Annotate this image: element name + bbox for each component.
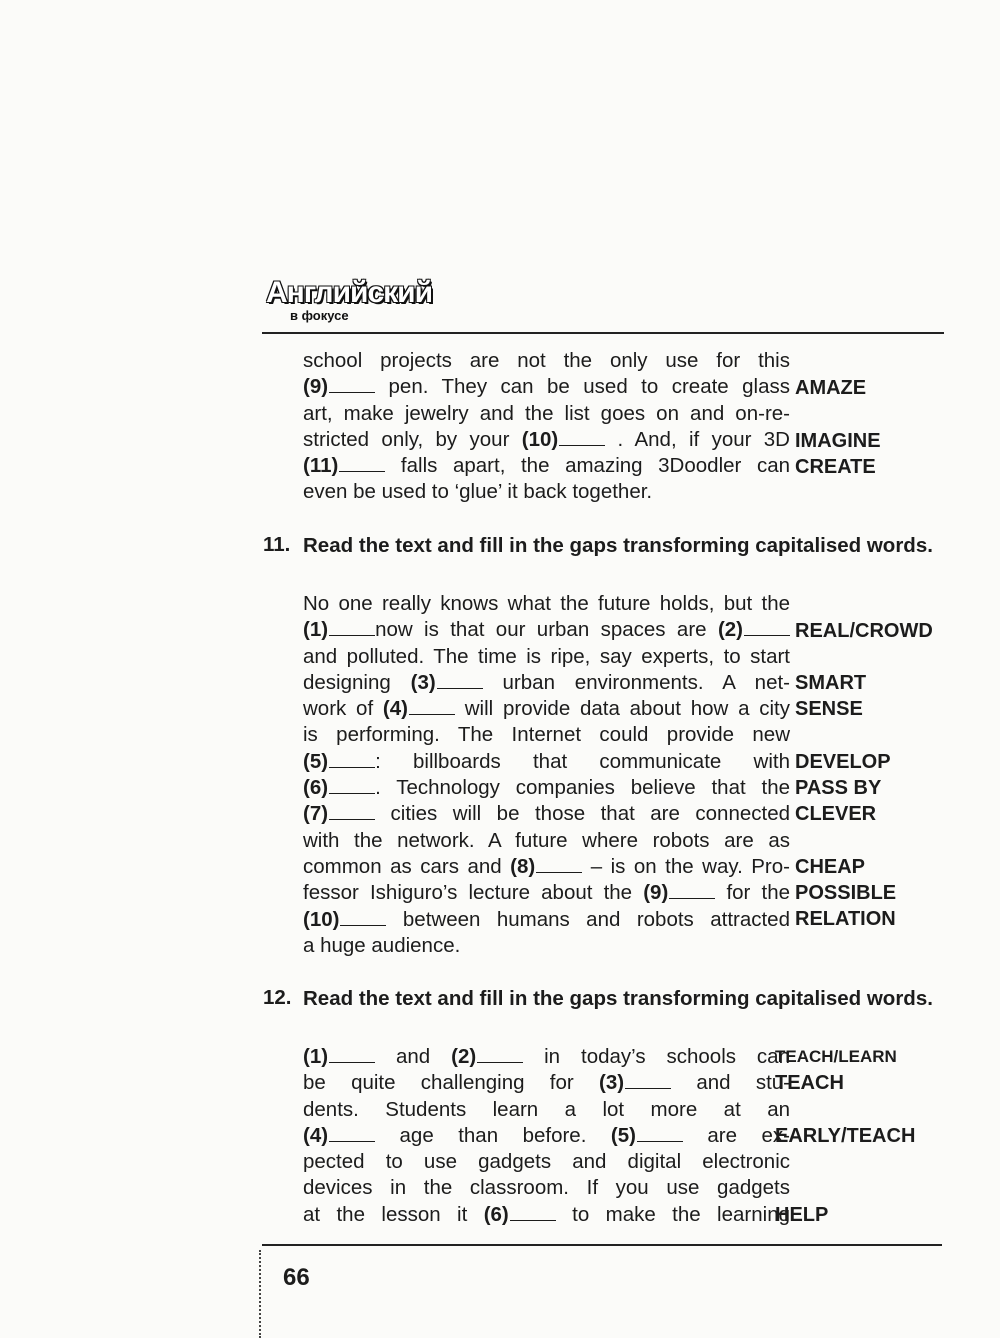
line-text: fessor Ishiguro’s lecture about the [303, 881, 644, 905]
textbook-logo [266, 276, 433, 326]
exercise-11-number: 11. [263, 533, 291, 556]
line-text: pen. They can be used to create glass [375, 375, 790, 399]
text-line [303, 775, 790, 801]
line-text: and stu- [671, 1071, 790, 1095]
gap-blank: (10) [303, 908, 386, 931]
line-text: in today’s schools can [523, 1045, 790, 1068]
text-line [303, 479, 790, 505]
text-line [303, 617, 790, 643]
text-line [303, 427, 790, 453]
capital-word: SENSE [795, 698, 863, 720]
line-text: dents. Students learn a lot more at an [303, 1097, 790, 1121]
line-text: No one really knows what the future holds, but the [303, 592, 790, 615]
footer-rule [262, 1244, 942, 1246]
gap-blank: (9) [643, 881, 715, 904]
capital-word: AMAZE [795, 377, 867, 399]
gap-blank: (6) [484, 1203, 556, 1226]
line-text: to make the learning [555, 1202, 790, 1226]
text-line [303, 801, 790, 827]
text-line [303, 401, 790, 427]
capital-word: CHEAP [795, 856, 866, 878]
exercise-12-text [303, 1044, 790, 1228]
exercise-11-instruction: Read the text and fill in the gaps transforming capitalised words. [303, 534, 933, 557]
capital-word: REAL/CROWD [795, 620, 933, 642]
exercise-12-number: 12. [263, 986, 292, 1009]
logo-subtitle: в фокусе [290, 308, 349, 323]
capital-word: HELP [775, 1204, 829, 1226]
capital-word: IMAGINE [795, 430, 881, 452]
line-text: be quite challenging for [303, 1071, 599, 1095]
text-line [303, 696, 790, 722]
continued-text [303, 348, 790, 506]
gap-blank: (3) [411, 671, 483, 694]
text-line [303, 1149, 790, 1175]
line-text: falls apart, the amazing 3Doodler can [385, 454, 790, 478]
header-rule [262, 332, 944, 334]
text-line [303, 453, 790, 479]
line-text: . And, if your 3D [605, 427, 790, 451]
line-text: at the lesson it [303, 1202, 484, 1226]
line-text: are ex- [682, 1123, 790, 1147]
line-text: urban environments. A net- [482, 670, 790, 694]
text-line [303, 854, 790, 880]
capital-word: TEACH/LEARN [775, 1047, 897, 1066]
text-line [303, 933, 790, 959]
gap-blank: (2) [451, 1045, 523, 1068]
line-text: cities will be those that are connected [375, 802, 790, 826]
capital-word: PASS BY [795, 777, 882, 799]
gap-blank: (5) [611, 1124, 683, 1147]
capital-word: TEACH [775, 1072, 844, 1094]
text-line [303, 828, 790, 854]
gap-blank: (4) [383, 697, 455, 720]
line-text: – is on the way. Pro- [582, 854, 790, 878]
line-text: work of [303, 697, 383, 721]
text-line [303, 591, 790, 617]
text-line [303, 644, 790, 670]
line-text: between humans and robots attracted [386, 907, 790, 931]
line-text: is performing. The Internet could provide new [303, 723, 790, 747]
line-text: stricted only, by your [303, 427, 522, 451]
text-line [303, 1044, 790, 1070]
capital-word: RELATION [795, 908, 896, 930]
text-line [303, 374, 790, 400]
text-line [303, 1202, 790, 1228]
margin-dots [259, 1250, 261, 1338]
text-line [303, 1123, 790, 1149]
gap-blank: (11) [303, 454, 385, 477]
text-line [303, 670, 790, 696]
line-text: age than before. [375, 1123, 611, 1147]
line-text: school projects are not the only use for this [303, 349, 790, 372]
line-text: : billboards that communicate with [375, 749, 790, 773]
text-line [303, 749, 790, 775]
capital-word: EARLY/TEACH [775, 1125, 916, 1147]
exercise-11-text [303, 591, 790, 959]
text-line [303, 1175, 790, 1201]
gap-blank: (6) [303, 776, 375, 799]
text-line [303, 880, 790, 906]
text-line [303, 907, 790, 933]
text-line [303, 1097, 790, 1123]
text-line [303, 348, 790, 374]
line-text: art, make jewelry and the list goes on and on-re- [303, 401, 790, 425]
capital-word: SMART [795, 672, 867, 694]
logo-title: Английский [266, 276, 433, 309]
gap-blank: (8) [510, 855, 582, 878]
line-text: and [375, 1045, 452, 1068]
gap-blank: (1) [303, 1045, 375, 1068]
capital-word: CLEVER [795, 803, 877, 825]
line-text: designing [303, 670, 411, 694]
line-text: with the network. A future where robots are as [303, 828, 790, 852]
capital-word: DEVELOP [795, 751, 891, 773]
capital-word: CREATE [795, 456, 876, 478]
gap-blank: (10) [522, 428, 605, 451]
gap-blank: (9) [303, 375, 375, 398]
gap-blank: (1) [303, 618, 375, 641]
line-text: now is that our urban spaces are [375, 618, 718, 642]
page-number: 66 [283, 1264, 310, 1291]
line-text: devices in the classroom. If you use gadgets [303, 1176, 790, 1200]
gap-blank: (5) [303, 750, 375, 773]
text-line [303, 722, 790, 748]
line-text: for the [715, 881, 791, 905]
text-line [303, 1070, 790, 1096]
line-text: . Technology companies believe that the [375, 776, 790, 800]
exercise-12-instruction: Read the text and fill in the gaps transforming capitalised words. [303, 987, 933, 1010]
gap-blank: (7) [303, 802, 375, 825]
line-text: pected to use gadgets and digital electronic [303, 1150, 790, 1174]
gap-blank: (4) [303, 1124, 375, 1147]
capital-word: POSSIBLE [795, 882, 897, 904]
line-text: a huge audience. [303, 933, 461, 957]
line-text: common as cars and [303, 854, 511, 878]
gap-blank: (3) [599, 1071, 671, 1094]
line-text: and polluted. The time is ripe, say experts, to start [303, 644, 790, 668]
line-text: will provide data about how a city [454, 697, 790, 721]
line-text: even be used to ‘glue’ it back together. [303, 480, 653, 504]
gap-blank: (2) [718, 618, 790, 641]
